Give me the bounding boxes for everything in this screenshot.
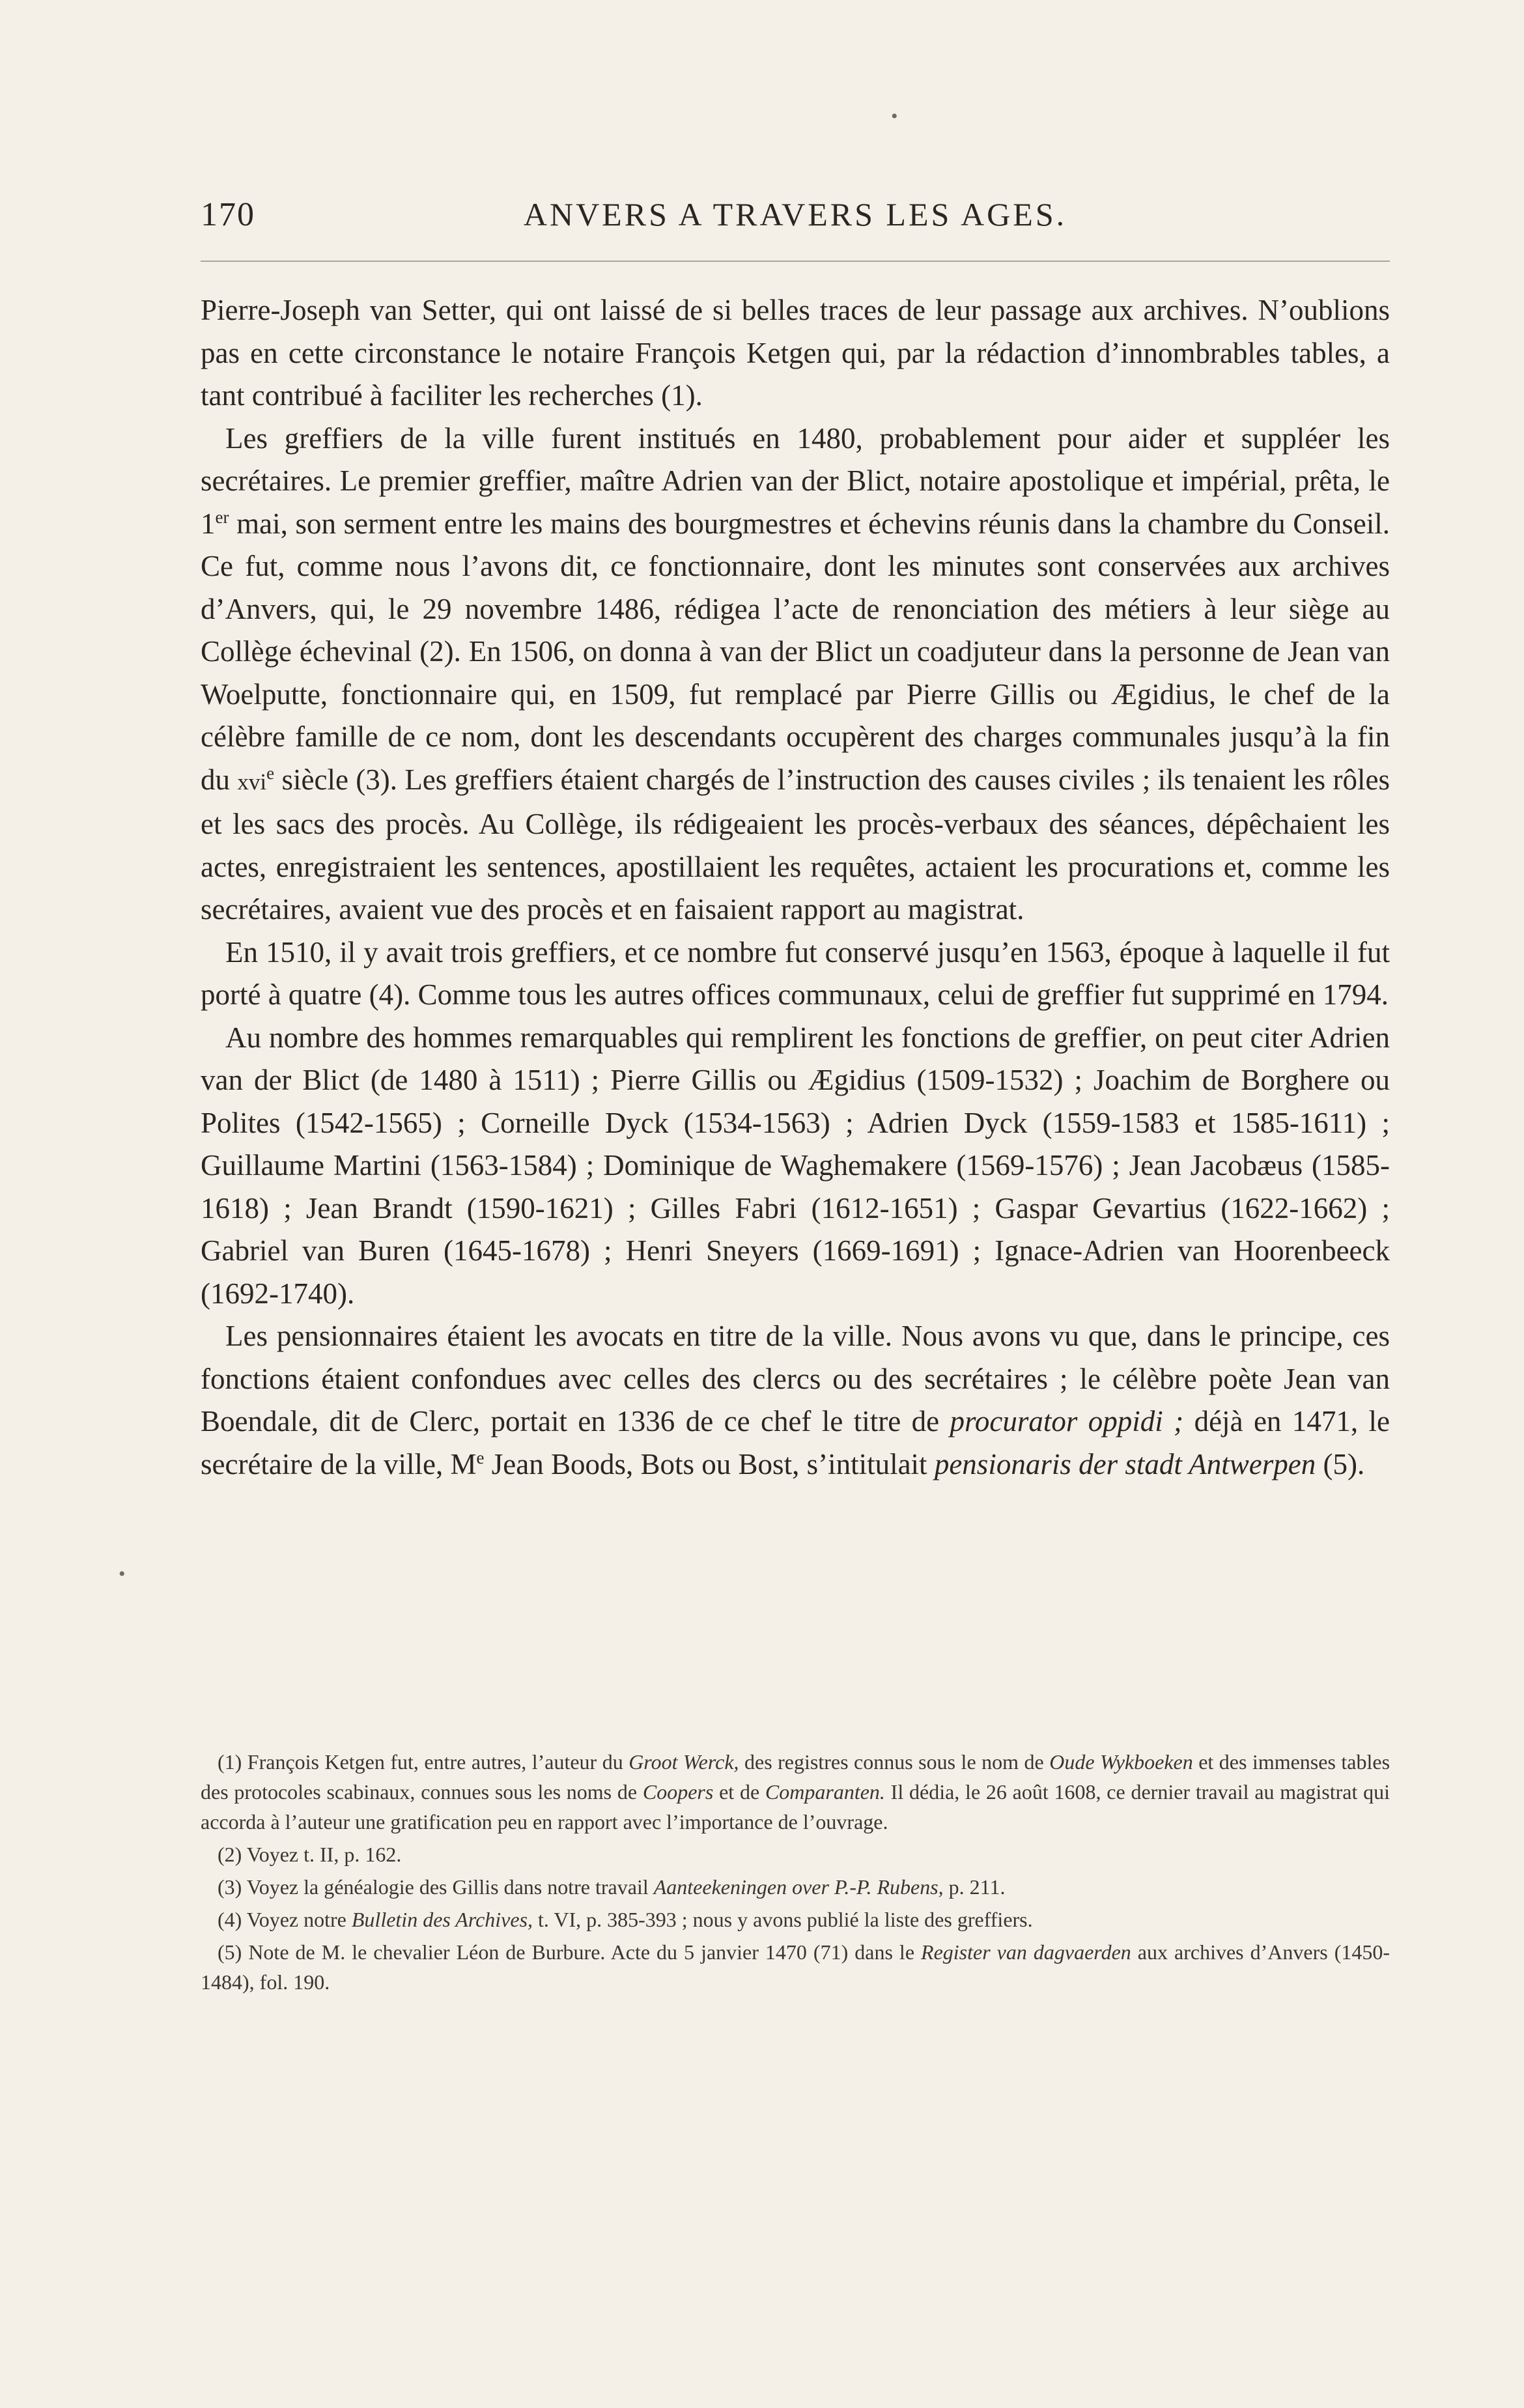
superscript: e — [266, 763, 275, 783]
paragraph — [201, 931, 1390, 1017]
margin-mark: • — [119, 1563, 126, 1585]
text-run: (5) Note de M. le chevalier Léon de Burbure. Acte du 5 janvier 1470 (71) dans le — [218, 1940, 922, 1964]
text-run: Les pensionnaires étaient les avocats en titre de la ville. Nous avons vu que, dans le principe, ces fonctions étaient confondues avec celles des clercs ou des secrétaires ; le célèbre poète Jean van Boendale, dit de Clerc, portait en 1336 de ce chef le titre de — [201, 1320, 1390, 1438]
text-run: des registres connus sous le nom de — [739, 1750, 1050, 1774]
footnotes — [201, 1747, 1390, 2000]
italic-run: Groot Werck, — [628, 1750, 739, 1774]
text-run: Pierre-Joseph van Setter, qui ont laissé de si belles traces de leur passage aux archives. N’oublions pas en cette circonstance le notaire François Ketgen qui, par la rédaction d’innombrables tables, a tant contribué à faciliter les recherches (1). — [201, 294, 1390, 412]
italic-run: Comparanten. — [765, 1780, 885, 1804]
italic-run: Bulletin des Archives, — [351, 1908, 533, 1931]
footnote — [201, 1872, 1390, 1902]
text-run: siècle (3). Les greffiers étaient chargés de l’instruction des causes civiles ; ils tenaient les rôles et les sacs des procès. Au Collège, ils rédigeaient les procès-verbaux des séances, dépêchaient les actes, enregistraient les sentences, apostillaient les requêtes, actaient les procurations et, comme les secrétaires, avaient vue des procès et en faisaient rapport au magistrat. — [201, 763, 1390, 926]
italic-run: pensionaris der stadt Antwerpen — [934, 1447, 1316, 1480]
text-run: et des immenses tables des protocoles scabinaux, connues sous les noms de — [201, 1750, 1390, 1804]
header-rule — [201, 261, 1390, 262]
italic-run: Register van dagvaerden — [921, 1940, 1131, 1964]
italic-run: Coopers — [642, 1780, 714, 1804]
main-text — [201, 289, 1390, 1486]
text-run: (2) Voyez t. II, p. 162. — [218, 1843, 402, 1866]
italic-run: procurator oppidi ; — [950, 1405, 1184, 1438]
paragraph — [201, 418, 1390, 931]
text-run: et de — [713, 1780, 765, 1804]
text-run: (3) Voyez la généalogie des Gillis dans notre travail — [218, 1875, 654, 1899]
text-run: déjà en 1471, le secrétaire de la ville, M — [201, 1405, 1390, 1480]
superscript: er — [215, 507, 229, 527]
text-run: aux archives d’Anvers (1450-1484), fol. 190. — [201, 1940, 1390, 1994]
footnote — [201, 1747, 1390, 1837]
footnote — [201, 1937, 1390, 1997]
text-run: Les greffiers de la ville furent institués en 1480, probablement pour aider et suppléer les secrétaires. Le premier greffier, maître Adrien van der Blict, notaire apostolique et impérial, prêta, le 1 — [201, 421, 1390, 540]
paragraph — [201, 1315, 1390, 1486]
text-run: (5). — [1316, 1447, 1365, 1480]
text-run: mai, son serment entre les mains des bourgmestres et échevins réunis dans la chambre du Conseil. Ce fut, comme nous l’avons dit, ce fonctionnaire, dont les minutes sont conservées aux archives d’Anvers, qui, le 29 novembre 1486, rédigea l’acte de renonciation des métiers à leur siège au Collège échevinal (2). En 1506, on donna à van der Blict un coadjuteur dans la personne de Jean van Woelputte, fonctionnaire qui, en 1509, fut remplacé par Pierre Gillis ou Ægidius, le chef de la célèbre famille de ce nom, dont les descendants occupèrent des charges communales jusqu’à la fin du — [201, 507, 1390, 796]
italic-run: Oude Wykboeken — [1049, 1750, 1193, 1774]
text-run: (1) François Ketgen fut, entre autres, l’auteur du — [218, 1750, 629, 1774]
small-caps-run: xvi — [237, 769, 267, 795]
text-run: (4) Voyez notre — [218, 1908, 352, 1931]
superscript: e — [476, 1447, 485, 1467]
paragraph — [201, 289, 1390, 418]
page-header — [201, 195, 1390, 254]
running-title: ANVERS A TRAVERS LES AGES. — [523, 196, 1067, 233]
text-run: Au nombre des hommes remarquables qui remplirent les fonctions de greffier, on peut citer Adrien van der Blict (de 1480 à 1511) ; Pierre Gillis ou Ægidius (1509-1532) ; Joachim de Borghere ou Polites (1542-1565) ; Corneille Dyck (1534-1563) ; Adrien Dyck (1559-1583 et 1585-1611) ; Guillaume Martini (1563-1584) ; Dominique de Waghemakere (1569-1576) ; Jean Jacobæus (1585-1618) ; Jean Brandt (1590-1621) ; Gilles Fabri (1612-1651) ; Gaspar Gevartius (1622-1662) ; Gabriel van Buren (1645-1678) ; Henri Sneyers (1669-1691) ; Ignace-Adrien van Hoorenbeeck (1692-1740). — [201, 1021, 1390, 1310]
print-speck: • — [891, 106, 898, 127]
footnote — [201, 1839, 1390, 1869]
text-run: Jean Boods, Bots ou Bost, s’intitulait — [484, 1447, 935, 1480]
paragraph — [201, 1017, 1390, 1316]
footnote — [201, 1905, 1390, 1934]
text-run: Il dédia, le 26 août 1608, ce dernier travail au magistrat qui accorda à l’auteur une gratification peu en rapport avec l’importance de l’ouvrage. — [201, 1780, 1390, 1834]
italic-run: Aanteekeningen over P.-P. Rubens, — [653, 1875, 944, 1899]
text-run: En 1510, il y avait trois greffiers, et ce nombre fut conservé jusqu’en 1563, époque à laquelle il fut porté à quatre (4). Comme tous les autres offices communaux, celui de greffier fut supprimé en 1794. — [201, 935, 1390, 1011]
page-number: 170 — [201, 196, 255, 233]
text-run: p. 211. — [943, 1875, 1006, 1899]
text-run: t. VI, p. 385-393 ; nous y avons publié la liste des greffiers. — [533, 1908, 1033, 1931]
